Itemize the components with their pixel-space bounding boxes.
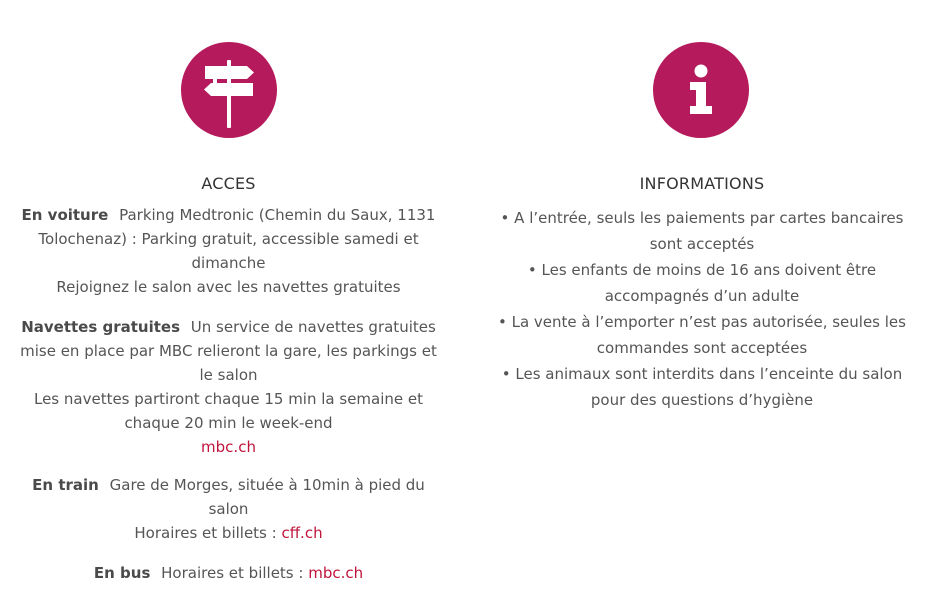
- informations-list: [497, 205, 907, 413]
- bus-note: Horaires et billets :: [161, 564, 309, 582]
- list-item: • Les animaux sont interdits dans l’enceinte du salon pour des questions d’hygiène: [501, 365, 903, 409]
- info-icon: [653, 42, 749, 138]
- train-text: Gare de Morges, située à 10min à pied du salon: [109, 476, 425, 518]
- car-label: En voiture: [21, 206, 109, 224]
- car-note: Rejoignez le salon avec les navettes gratuites: [56, 278, 401, 296]
- car-text: Parking Medtronic (Chemin du Saux, 1131 Tolochenaz) : Parking gratuit, accessible samedi et dimanche: [38, 206, 436, 272]
- shuttle-label: Navettes gratuites: [21, 318, 180, 336]
- shuttle-note: Les navettes partiront chaque 15 min la semaine et chaque 20 min le week-end: [33, 390, 424, 432]
- list-item: • Les enfants de moins de 16 ans doivent être accompagnés d’un adulte: [527, 261, 877, 305]
- train-label: En train: [32, 476, 99, 494]
- informations-heading: INFORMATIONS: [639, 174, 765, 193]
- bus-access-block: [20, 561, 437, 585]
- bus-label: En bus: [93, 564, 151, 582]
- shuttle-mbc-link[interactable]: mbc.ch: [201, 438, 256, 456]
- bus-mbc-link[interactable]: mbc.ch: [308, 564, 364, 582]
- list-item: • A l’entrée, seuls les paiements par cartes bancaires sont acceptés: [500, 209, 904, 253]
- train-access-block: [20, 473, 437, 545]
- shuttle-access-block: [20, 315, 437, 459]
- car-access-block: [20, 203, 437, 299]
- list-item: • La vente à l’emporter n’est pas autorisée, seules les commandes sont acceptées: [498, 313, 906, 357]
- signpost-icon: [181, 42, 277, 138]
- access-heading: ACCES: [201, 174, 256, 193]
- shuttle-text: Un service de navettes gratuites mise en place par MBC relieront la gare, les parkings et le salon: [20, 318, 437, 384]
- train-cff-link[interactable]: cff.ch: [281, 524, 323, 542]
- train-note: Horaires et billets :: [134, 524, 282, 542]
